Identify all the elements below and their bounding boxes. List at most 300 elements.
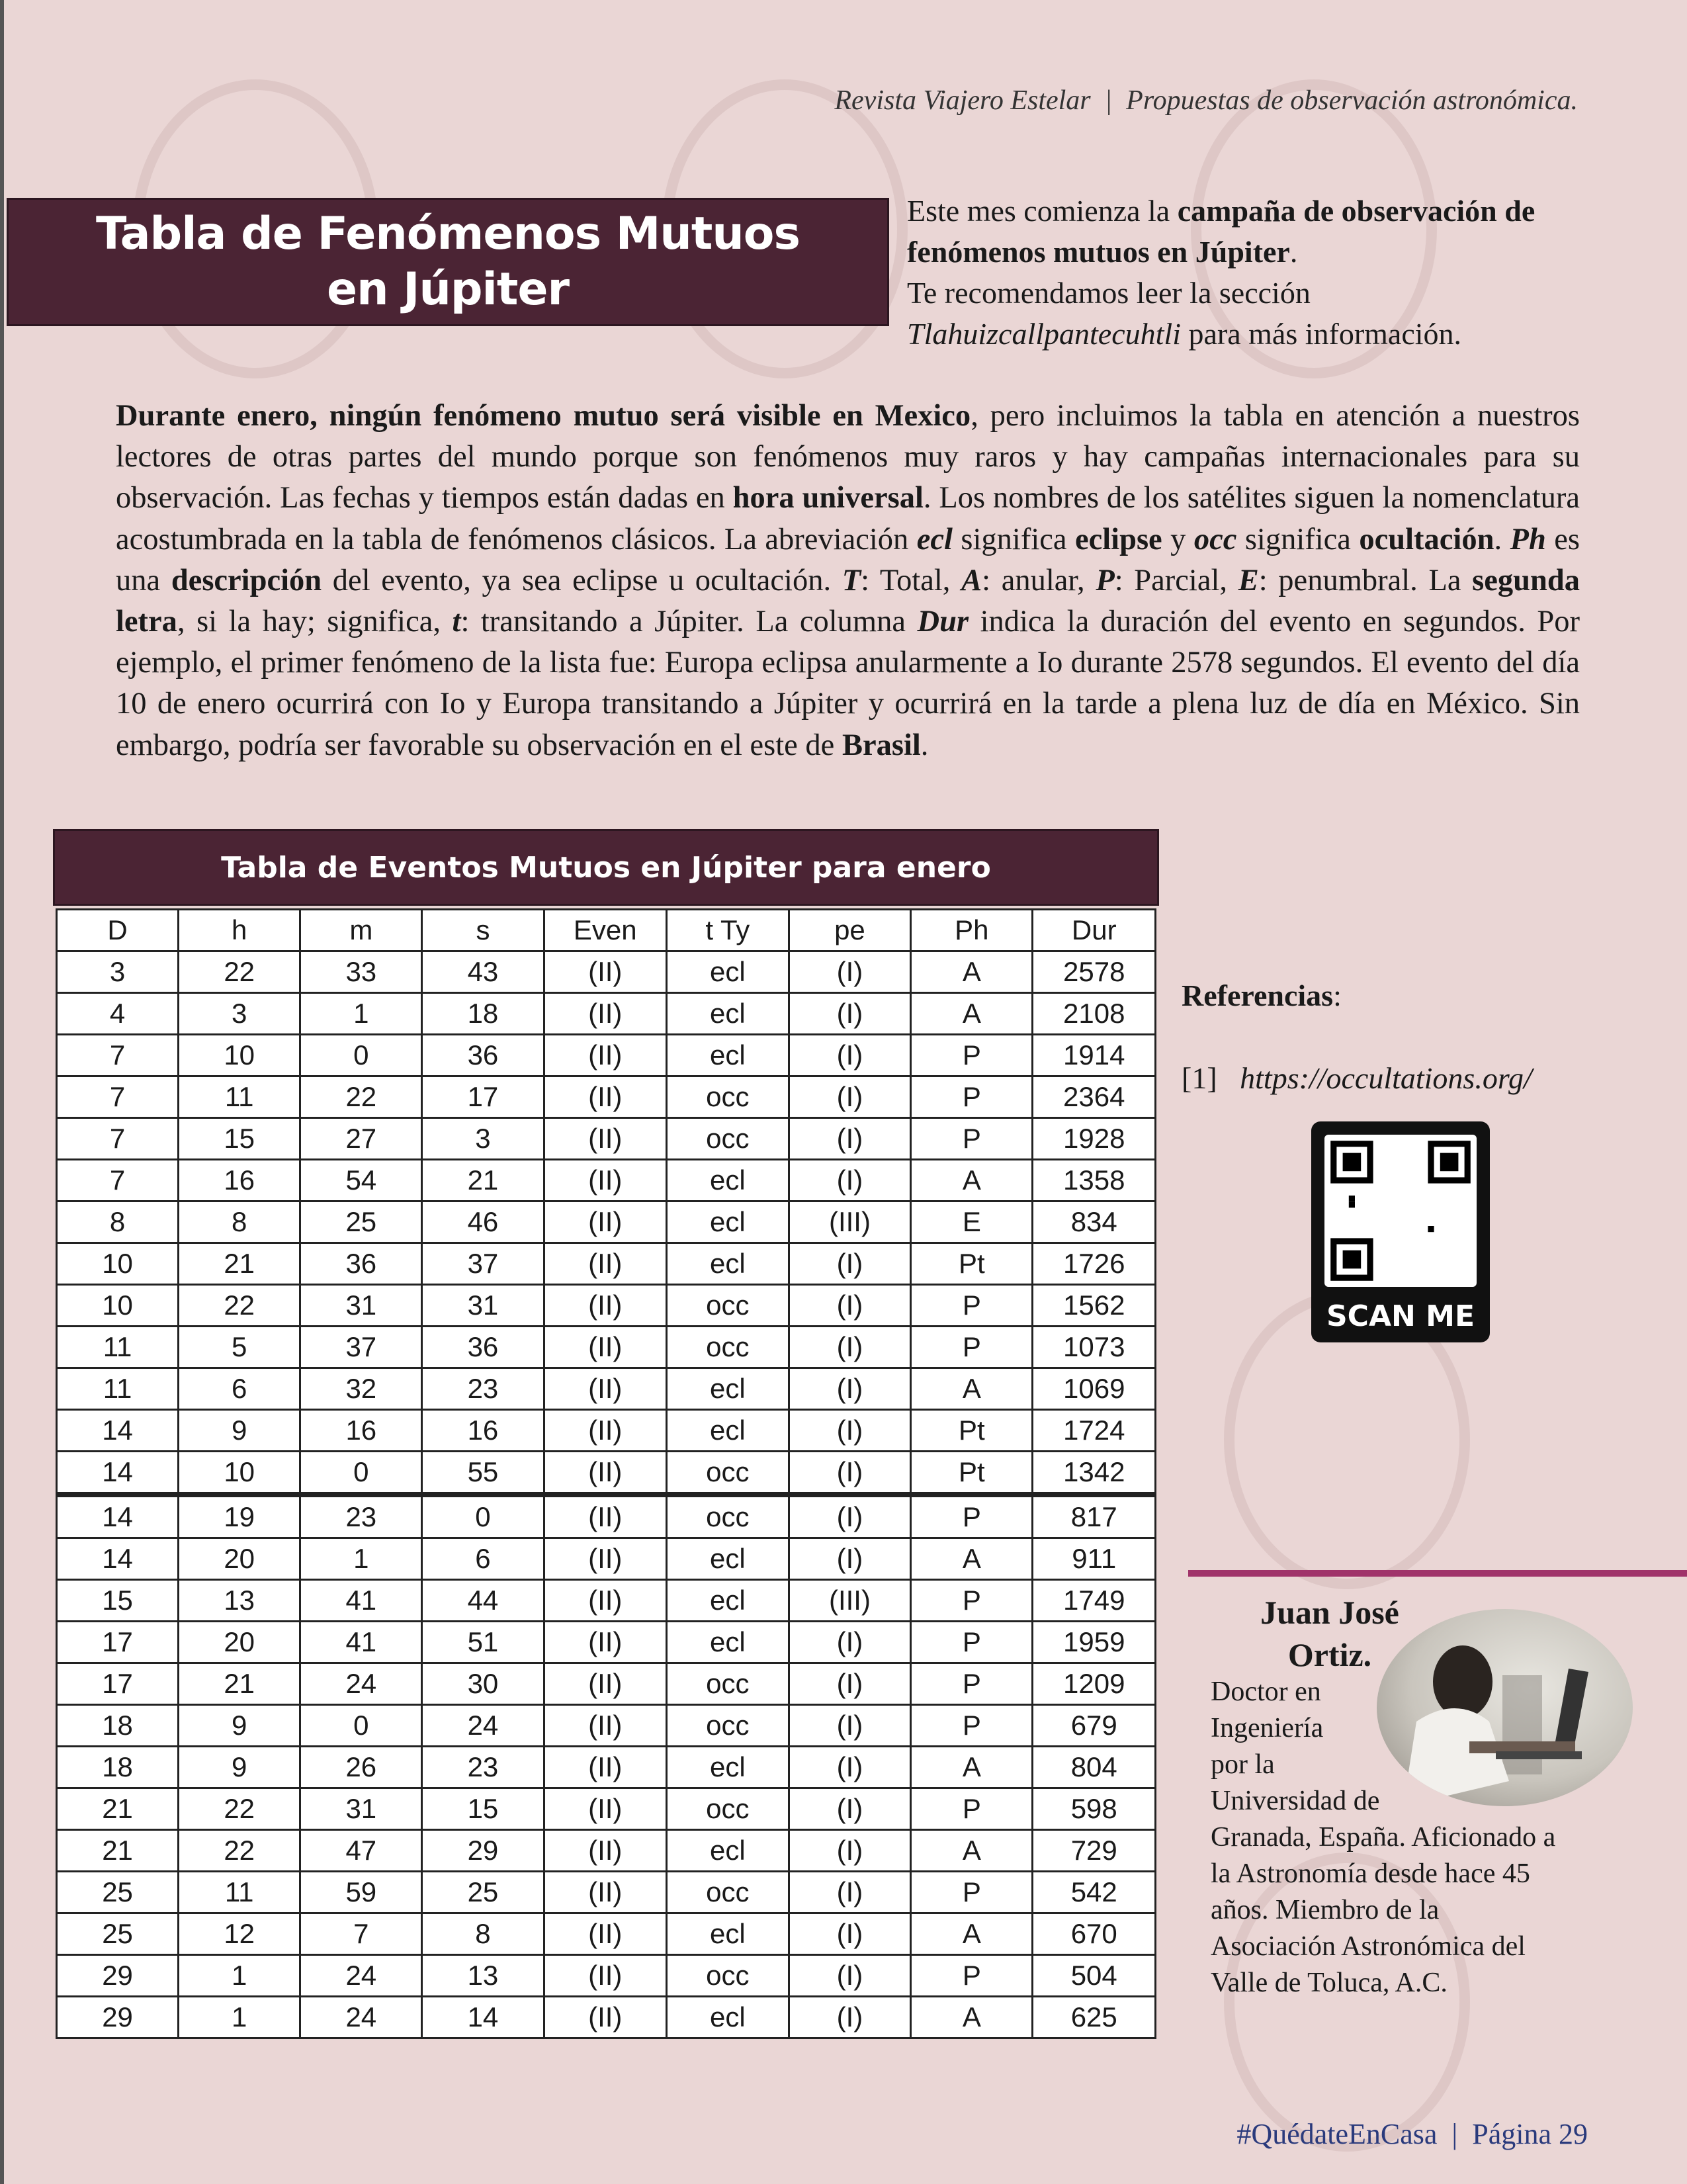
table-cell: P (911, 1118, 1033, 1160)
table-row (57, 1830, 1156, 1872)
table-row (57, 1327, 1156, 1368)
column-header: pe (789, 910, 911, 951)
table-cell: 15 (422, 1788, 544, 1830)
table-cell: 17 (57, 1622, 179, 1663)
paragraph-emphasis: t (452, 605, 461, 639)
table-cell: (I) (789, 993, 911, 1035)
table-cell: 7 (57, 1160, 179, 1201)
table-row (57, 1872, 1156, 1913)
qr-module (1343, 1153, 1362, 1172)
table-cell: (I) (789, 1830, 911, 1872)
table-cell: P (911, 1495, 1033, 1538)
table-cell: 46 (422, 1201, 544, 1243)
table-cell: ecl (667, 1201, 789, 1243)
table-cell: 11 (57, 1368, 179, 1410)
table-cell: 21 (57, 1788, 179, 1830)
paragraph-emphasis: Dur (917, 605, 969, 639)
table-cell: 23 (300, 1495, 422, 1538)
table-cell: 504 (1033, 1955, 1156, 1997)
table-cell: 7 (57, 1118, 179, 1160)
paragraph-emphasis: Ph (1510, 522, 1546, 556)
table-row (57, 951, 1156, 993)
table-cell: 21 (422, 1160, 544, 1201)
table-cell: 804 (1033, 1747, 1156, 1788)
table-row (57, 1452, 1156, 1495)
table-row (57, 1035, 1156, 1076)
table-row (57, 1201, 1156, 1243)
table-cell: 1358 (1033, 1160, 1156, 1201)
paragraph-text: : anular, (982, 563, 1096, 597)
table-cell: 5 (179, 1327, 300, 1368)
table-cell: (II) (544, 1452, 667, 1495)
table-cell: 1724 (1033, 1410, 1156, 1452)
table-cell: (II) (544, 1830, 667, 1872)
table-cell: occ (667, 1327, 789, 1368)
table-cell: (II) (544, 1368, 667, 1410)
table-row (57, 1368, 1156, 1410)
paragraph-text: del evento, ya sea eclipse u ocultación. (322, 563, 842, 597)
running-head: Revista Viajero Estelar | Propuestas de observación astronómica. (834, 85, 1578, 116)
table-cell: 1342 (1033, 1452, 1156, 1495)
table-cell: 670 (1033, 1913, 1156, 1955)
table-cell: 44 (422, 1580, 544, 1622)
table-cell: 3 (179, 993, 300, 1035)
table-cell: (I) (789, 1495, 911, 1538)
table-cell: (II) (544, 1747, 667, 1788)
table-cell: (I) (789, 1747, 911, 1788)
table-cell: (I) (789, 1955, 911, 1997)
paragraph-emphasis: Brasil (842, 728, 921, 762)
table-cell: 54 (300, 1160, 422, 1201)
table-cell: (II) (544, 1538, 667, 1580)
paragraph-emphasis: E (1238, 563, 1259, 597)
column-header: Dur (1033, 910, 1156, 951)
table-cell: occ (667, 1955, 789, 1997)
author-name-line-2: Ortiz. (1287, 1636, 1372, 1673)
qr-module (1343, 1250, 1362, 1269)
table-cell: 11 (179, 1076, 300, 1118)
table-cell: 6 (422, 1538, 544, 1580)
table-cell: 11 (179, 1872, 300, 1913)
table-row (57, 1076, 1156, 1118)
table-cell: 24 (300, 1997, 422, 2038)
column-header: Even (544, 910, 667, 951)
table-cell: occ (667, 1118, 789, 1160)
table-cell: 12 (179, 1913, 300, 1955)
table-cell: occ (667, 1452, 789, 1495)
table-cell: 911 (1033, 1538, 1156, 1580)
table-cell: 32 (300, 1368, 422, 1410)
table-cell: 41 (300, 1622, 422, 1663)
table-cell: 13 (179, 1580, 300, 1622)
table-cell: occ (667, 1495, 789, 1538)
table-cell: (II) (544, 1872, 667, 1913)
paragraph-emphasis: Durante enero, ningún fenómeno mutuo será visible en Mexico (116, 399, 971, 433)
table-cell: 10 (179, 1452, 300, 1495)
table-cell: ecl (667, 1997, 789, 2038)
qr-module (1349, 1201, 1355, 1207)
table-cell: (II) (544, 1327, 667, 1368)
page-edge (0, 0, 4, 2184)
table-cell: 25 (422, 1872, 544, 1913)
table-cell: 7 (57, 1035, 179, 1076)
table-cell: 1726 (1033, 1243, 1156, 1285)
paragraph-emphasis: T (842, 563, 861, 597)
intro-text: . (1289, 235, 1298, 269)
table-cell: 24 (300, 1955, 422, 1997)
table-cell: 13 (422, 1955, 544, 1997)
table-cell: A (911, 1747, 1033, 1788)
table-cell: 3 (422, 1118, 544, 1160)
intro-text: Este mes comienza la (907, 194, 1178, 228)
table-cell: ecl (667, 1368, 789, 1410)
page-number: Página 29 (1472, 2118, 1588, 2150)
table-cell: P (911, 1580, 1033, 1622)
table-cell: 0 (300, 1452, 422, 1495)
table-cell: 9 (179, 1705, 300, 1747)
table-cell: 598 (1033, 1788, 1156, 1830)
table-row (57, 1160, 1156, 1201)
table-cell: Pt (911, 1452, 1033, 1495)
table-cell: E (911, 1201, 1033, 1243)
paragraph-emphasis: descripción (171, 563, 322, 597)
table-cell: (I) (789, 951, 911, 993)
table-cell: ecl (667, 1830, 789, 1872)
table-cell: 18 (422, 993, 544, 1035)
paragraph-emphasis: P (1096, 563, 1115, 597)
table-cell: A (911, 1830, 1033, 1872)
table-cell: (I) (789, 1160, 911, 1201)
table-cell: 19 (179, 1495, 300, 1538)
table-cell: (II) (544, 951, 667, 993)
table-cell: (I) (789, 1410, 911, 1452)
reference-item (1182, 1061, 1532, 1096)
table-cell: 43 (422, 951, 544, 993)
table-cell: 36 (300, 1243, 422, 1285)
table-cell: 16 (300, 1410, 422, 1452)
table-cell: 1914 (1033, 1035, 1156, 1076)
table-cell: ecl (667, 1035, 789, 1076)
table-cell: ecl (667, 1622, 789, 1663)
table-cell: (II) (544, 1410, 667, 1452)
table-cell: (I) (789, 1872, 911, 1913)
table-cell: (I) (789, 1663, 911, 1705)
table-cell: occ (667, 1705, 789, 1747)
references-heading (1182, 978, 1342, 1013)
column-header: m (300, 910, 422, 951)
table-cell: 51 (422, 1622, 544, 1663)
table-cell: 15 (179, 1118, 300, 1160)
table-cell: 55 (422, 1452, 544, 1495)
paragraph-emphasis: ocultación (1359, 522, 1494, 556)
table-cell: (I) (789, 1118, 911, 1160)
table-cell: 29 (57, 1955, 179, 1997)
paragraph-text: . (920, 728, 929, 762)
paragraph-text: , pero incluimos la tabla en atención a nuestros lectores de otras partes del mundo porque son fenómenos muy raros y hay campañas internacionales para su observación. Las fechas y tiempos están dadas en (116, 399, 1580, 515)
table-cell: 14 (57, 1452, 179, 1495)
table-cell: 21 (179, 1243, 300, 1285)
table-cell: P (911, 1955, 1033, 1997)
table-cell: 21 (179, 1663, 300, 1705)
table-cell: 14 (422, 1997, 544, 2038)
table-cell: ecl (667, 1410, 789, 1452)
paragraph-text: y (1162, 522, 1194, 556)
table-cell: (I) (789, 1452, 911, 1495)
table-cell: 2364 (1033, 1076, 1156, 1118)
title-line-2: en Júpiter (326, 263, 570, 316)
table-cell: 14 (57, 1410, 179, 1452)
column-header: D (57, 910, 179, 951)
page-footer (1236, 2117, 1588, 2151)
table-cell: 22 (179, 1788, 300, 1830)
table-cell: occ (667, 1076, 789, 1118)
paragraph-emphasis: ecl (916, 522, 953, 556)
table-cell: 37 (422, 1243, 544, 1285)
paragraph-text: significa (1236, 522, 1360, 556)
table-cell: P (911, 1327, 1033, 1368)
table-row (57, 1747, 1156, 1788)
table-cell: (II) (544, 1997, 667, 2038)
table-cell: 47 (300, 1830, 422, 1872)
table-cell: (I) (789, 1327, 911, 1368)
table-cell: 4 (57, 993, 179, 1035)
table-cell: 14 (57, 1538, 179, 1580)
table-row (57, 1243, 1156, 1285)
table-header-row (57, 910, 1156, 951)
table-cell: 7 (300, 1913, 422, 1955)
table-cell: 18 (57, 1747, 179, 1788)
table-row (57, 1913, 1156, 1955)
paragraph-emphasis: occ (1193, 522, 1237, 556)
qr-module (1428, 1226, 1434, 1232)
table-cell: P (911, 1622, 1033, 1663)
paragraph-emphasis: A (961, 563, 982, 597)
table-cell: 6 (179, 1368, 300, 1410)
table-cell: (I) (789, 1622, 911, 1663)
title-banner (7, 198, 889, 326)
table-cell: (I) (789, 1705, 911, 1747)
table-cell: A (911, 1913, 1033, 1955)
table-cell: A (911, 1538, 1033, 1580)
table-cell: 33 (300, 951, 422, 993)
table-cell: 2108 (1033, 993, 1156, 1035)
paragraph-text: : Total, (861, 563, 962, 597)
table-cell: 22 (179, 951, 300, 993)
table-cell: 29 (57, 1997, 179, 2038)
table-cell: 18 (57, 1705, 179, 1747)
table-cell: (II) (544, 1243, 667, 1285)
table-cell: 31 (300, 1788, 422, 1830)
title-line-1: Tabla de Fenómenos Mutuos (96, 208, 800, 260)
table-cell: A (911, 951, 1033, 993)
table-row (57, 1997, 1156, 2038)
reference-number: [1] (1182, 1061, 1217, 1095)
table-cell: 10 (57, 1285, 179, 1327)
table-cell: 1 (300, 993, 422, 1035)
table-cell: 27 (300, 1118, 422, 1160)
body-paragraph (116, 396, 1580, 766)
paragraph-emphasis: eclipse (1074, 522, 1162, 556)
table-cell: 9 (179, 1747, 300, 1788)
column-header: t Ty (667, 910, 789, 951)
table-row (57, 1495, 1156, 1538)
table-cell: 29 (422, 1830, 544, 1872)
table-cell: (II) (544, 1955, 667, 1997)
table-cell: 22 (179, 1830, 300, 1872)
table-cell: (I) (789, 1368, 911, 1410)
table-cell: (I) (789, 1243, 911, 1285)
table-cell: P (911, 1035, 1033, 1076)
table-cell: occ (667, 1663, 789, 1705)
table-cell: (II) (544, 1622, 667, 1663)
table-cell: P (911, 1285, 1033, 1327)
table-cell: 1 (179, 1997, 300, 2038)
table-cell: 31 (422, 1285, 544, 1327)
table-cell: 20 (179, 1538, 300, 1580)
table-cell: (II) (544, 1913, 667, 1955)
table-title: Tabla de Eventos Mutuos en Júpiter para enero (53, 829, 1159, 906)
table-row (57, 1705, 1156, 1747)
table-cell: 30 (422, 1663, 544, 1705)
footer-separator: | (1437, 2118, 1473, 2150)
table-cell: 2578 (1033, 951, 1156, 993)
table-cell: 3 (57, 951, 179, 993)
table-cell: 10 (57, 1243, 179, 1285)
table-cell: (II) (544, 1705, 667, 1747)
table-cell: (II) (544, 993, 667, 1035)
table-cell: (I) (789, 1035, 911, 1076)
table-cell: 1959 (1033, 1622, 1156, 1663)
table-cell: 21 (57, 1830, 179, 1872)
references-label: Referencias (1182, 979, 1334, 1012)
table-cell: ecl (667, 1538, 789, 1580)
table-cell: 817 (1033, 1495, 1156, 1538)
table-row (57, 993, 1156, 1035)
table-cell: 679 (1033, 1705, 1156, 1747)
table-cell: ecl (667, 1913, 789, 1955)
table-cell: 1209 (1033, 1663, 1156, 1705)
table-cell: 729 (1033, 1830, 1156, 1872)
table-cell: 9 (179, 1410, 300, 1452)
table-cell: 0 (422, 1495, 544, 1538)
table-cell: (III) (789, 1580, 911, 1622)
table-cell: 16 (422, 1410, 544, 1452)
table-cell: (II) (544, 1580, 667, 1622)
table-cell: P (911, 1705, 1033, 1747)
table-cell: 20 (179, 1622, 300, 1663)
table-row (57, 1285, 1156, 1327)
paragraph-text: es una (116, 522, 1580, 597)
table-cell: (II) (544, 1495, 667, 1538)
intro-text: Te recomendamos leer la sección (907, 276, 1311, 310)
table-cell: 17 (57, 1663, 179, 1705)
table-cell: 41 (300, 1580, 422, 1622)
table-row (57, 1663, 1156, 1705)
table-cell: 31 (300, 1285, 422, 1327)
table-cell: P (911, 1076, 1033, 1118)
table-cell: (II) (544, 1201, 667, 1243)
qr-pattern (1324, 1135, 1477, 1287)
table-cell: ecl (667, 1243, 789, 1285)
table-cell: (II) (544, 1160, 667, 1201)
table-cell: 59 (300, 1872, 422, 1913)
paragraph-text: significa (952, 522, 1075, 556)
table-cell: 22 (300, 1076, 422, 1118)
table-cell: 36 (422, 1327, 544, 1368)
table-cell: 22 (179, 1285, 300, 1327)
table-cell: 1928 (1033, 1118, 1156, 1160)
table-cell: occ (667, 1788, 789, 1830)
table-cell: 1749 (1033, 1580, 1156, 1622)
table-row (57, 1538, 1156, 1580)
intro-text (907, 191, 1588, 355)
paragraph-text: , si la hay; significa, (177, 605, 453, 639)
table-cell: 36 (422, 1035, 544, 1076)
table-cell: (I) (789, 1997, 911, 2038)
table-cell: occ (667, 1872, 789, 1913)
table-cell: (I) (789, 1285, 911, 1327)
table-cell: ecl (667, 1160, 789, 1201)
table-cell: 0 (300, 1705, 422, 1747)
table-cell: (I) (789, 1788, 911, 1830)
paragraph-text: indica la duración del evento en segundos. Por ejemplo, el primer fenómeno de la lista fue: Europa eclipsa anularmente a Io durante 2578 segundos. El evento del día 10 de enero ocurrirá con Io y Europa transitando a Júpiter y ocurrirá en la tarde a plena luz de día en México. Sin embargo, podría ser favorable su observación en el este de (116, 605, 1580, 762)
table-cell: P (911, 1663, 1033, 1705)
paragraph-text: . Los nombres de los satélites siguen la nomenclatura acostumbrada en la tabla de fenómenos clásicos. La abreviación (116, 481, 1580, 556)
table-cell: 23 (422, 1747, 544, 1788)
table-cell: 25 (57, 1913, 179, 1955)
table-cell: (II) (544, 1285, 667, 1327)
paragraph-emphasis: segunda letra (116, 563, 1580, 639)
table-cell: 8 (57, 1201, 179, 1243)
table-cell: 1562 (1033, 1285, 1156, 1327)
table-cell: 1069 (1033, 1368, 1156, 1410)
table-cell: 17 (422, 1076, 544, 1118)
table-cell: ecl (667, 951, 789, 993)
table-cell: (II) (544, 1076, 667, 1118)
section-divider (1188, 1570, 1687, 1577)
table-cell: 11 (57, 1327, 179, 1368)
table-cell: (II) (544, 1118, 667, 1160)
qr-code[interactable] (1311, 1121, 1490, 1342)
table-cell: 23 (422, 1368, 544, 1410)
table-cell: 24 (300, 1663, 422, 1705)
table-row (57, 1622, 1156, 1663)
table-cell: 10 (179, 1035, 300, 1076)
table-cell: ecl (667, 1580, 789, 1622)
table-cell: 15 (57, 1580, 179, 1622)
table-row (57, 1410, 1156, 1452)
reference-link[interactable]: https://occultations.org/ (1240, 1061, 1532, 1095)
table-cell: 24 (422, 1705, 544, 1747)
author-name-line-1: Juan José (1260, 1594, 1399, 1631)
table-cell: Pt (911, 1243, 1033, 1285)
table-row (57, 1788, 1156, 1830)
table-cell: ecl (667, 993, 789, 1035)
table-cell: (I) (789, 1538, 911, 1580)
table-cell: 1 (300, 1538, 422, 1580)
qr-scan-label: SCAN ME (1326, 1299, 1475, 1333)
table-cell: 625 (1033, 1997, 1156, 2038)
author-bio: Doctor en Ingeniería por la Universidad de Granada, España. Aficionado a la Astronomía desde hace 45 años. Miembro de la Asociación Astronómica del Valle de Toluca, A.C. (1211, 1677, 1556, 1998)
table-cell: (II) (544, 1788, 667, 1830)
table-cell: 8 (179, 1201, 300, 1243)
table-cell: (I) (789, 1913, 911, 1955)
paragraph-text: : penumbral. La (1258, 563, 1473, 597)
events-table (56, 908, 1156, 2039)
table-cell: 14 (57, 1495, 179, 1538)
page-title (96, 206, 800, 318)
paragraph-text: . (1494, 522, 1510, 556)
